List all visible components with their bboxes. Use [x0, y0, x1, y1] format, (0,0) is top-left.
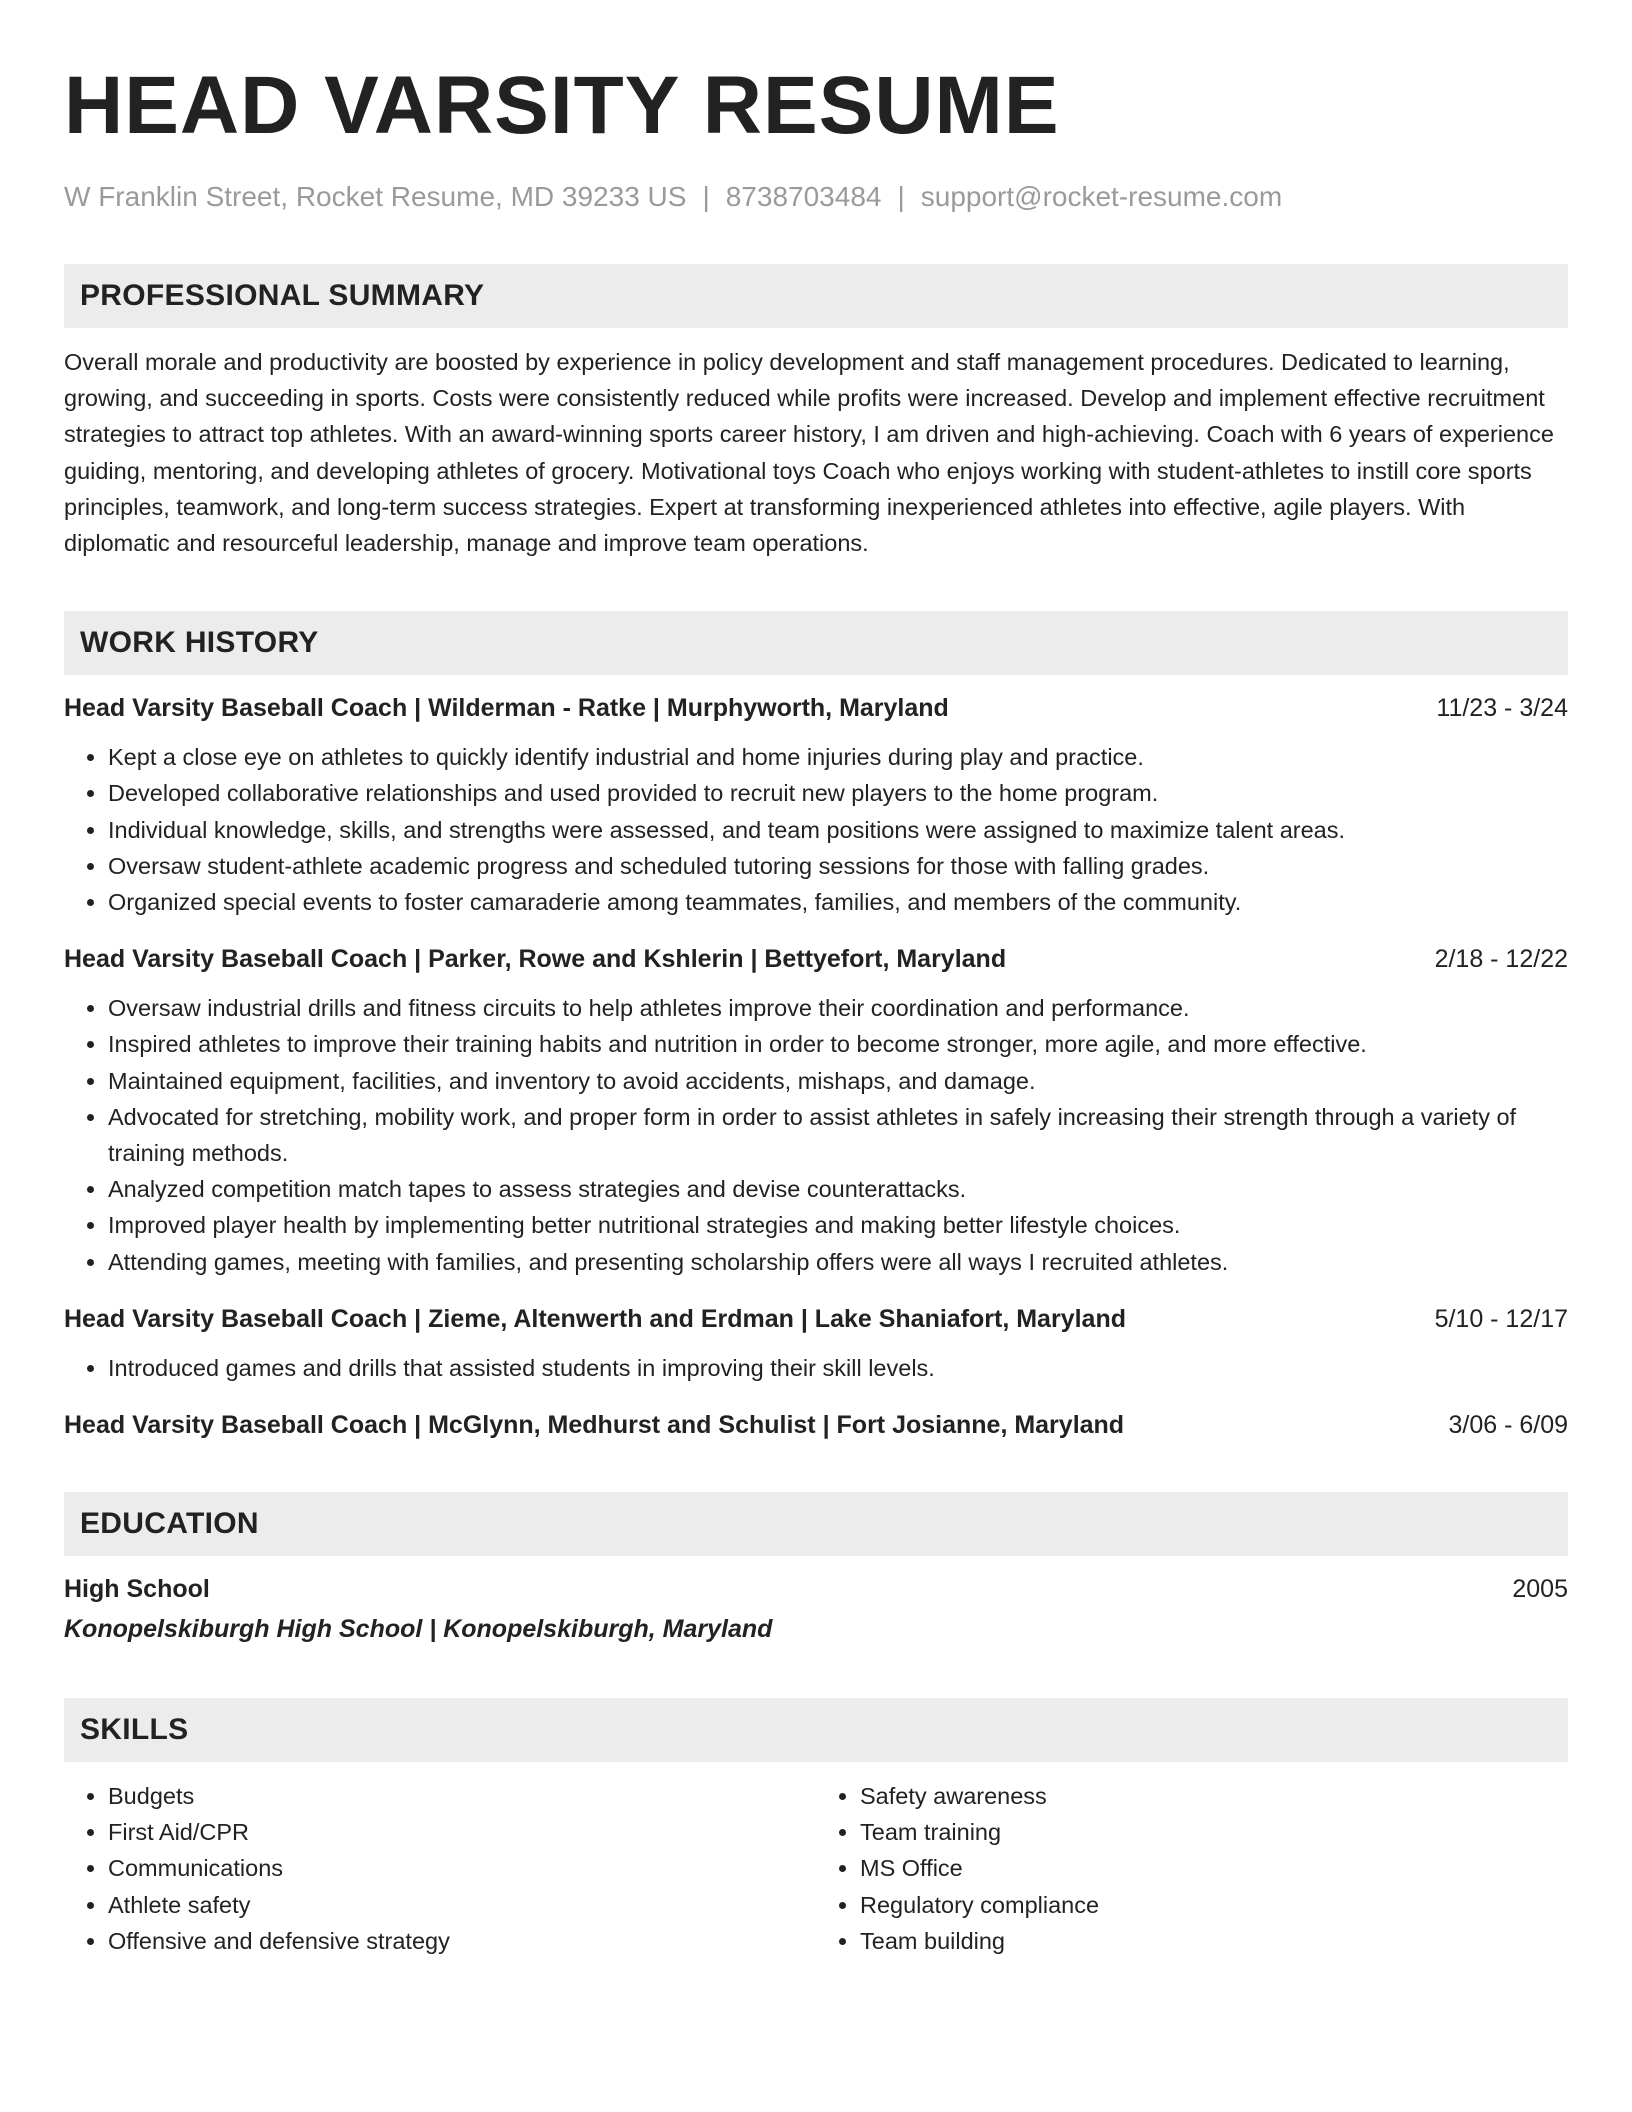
job-header [64, 1302, 1568, 1336]
skills-grid [64, 1778, 1568, 1959]
skills-column-left [64, 1778, 816, 1959]
job-bullet: • Improved player health by implementing better nutritional strategies and making better lifestyle choices. [108, 1207, 1568, 1243]
education-header [64, 1572, 1568, 1606]
skill-item: • MS Office [860, 1850, 1568, 1886]
skill-item: • Athlete safety [108, 1887, 816, 1923]
skills-list [816, 1778, 1568, 1959]
job-entry [64, 691, 1568, 920]
job-dates: 3/06 - 6/09 [1448, 1411, 1568, 1440]
job-dates: 11/23 - 3/24 [1436, 694, 1568, 723]
job-header [64, 942, 1568, 976]
skills-column-right [816, 1778, 1568, 1959]
skills-list [64, 1778, 816, 1959]
skill-item: • Communications [108, 1850, 816, 1886]
job-bullet: • Maintained equipment, facilities, and inventory to avoid accidents, mishaps, and damage. [108, 1063, 1568, 1099]
job-bullets [64, 1350, 1568, 1386]
job-bullet: • Attending games, meeting with families, and presenting scholarship offers were all ways I recruited athletes. [108, 1244, 1568, 1280]
job-bullet: • Individual knowledge, skills, and strengths were assessed, and team positions were assigned to maximize talent areas. [108, 812, 1568, 848]
contact-address: W Franklin Street, Rocket Resume, MD 39233 US [64, 181, 687, 212]
skill-item: • Regulatory compliance [860, 1887, 1568, 1923]
contact-separator: | [897, 181, 905, 212]
contact-phone: 8738703484 [725, 181, 882, 212]
job-header [64, 1408, 1568, 1442]
job-header [64, 691, 1568, 725]
job-bullets [64, 739, 1568, 920]
job-bullet: • Advocated for stretching, mobility work, and proper form in order to assist athletes in safely increasing their strength through a variety of training methods. [108, 1099, 1568, 1171]
resume-title: HEAD VARSITY RESUME [64, 60, 1060, 151]
skill-item: • First Aid/CPR [108, 1814, 816, 1850]
job-bullet: • Oversaw student-athlete academic progress and scheduled tutoring sessions for those with falling grades. [108, 848, 1568, 884]
job-title: Head Varsity Baseball Coach | Parker, Rowe and Kshlerin | Bettyefort, Maryland [64, 945, 1007, 974]
skill-item: • Team building [860, 1923, 1568, 1959]
skill-item: • Budgets [108, 1778, 816, 1814]
work-history-heading: WORK HISTORY [64, 611, 1568, 675]
skills-heading: SKILLS [64, 1698, 1568, 1762]
job-title: Head Varsity Baseball Coach | Wilderman - Ratke | Murphyworth, Maryland [64, 694, 949, 723]
job-dates: 2/18 - 12/22 [1434, 945, 1568, 974]
job-bullet: • Inspired athletes to improve their training habits and nutrition in order to become stronger, more agile, and more effective. [108, 1026, 1568, 1062]
education-year: 2005 [1512, 1575, 1568, 1604]
contact-separator: | [702, 181, 710, 212]
job-bullet: • Oversaw industrial drills and fitness circuits to help athletes improve their coordination and performance. [108, 990, 1568, 1026]
job-entry [64, 1408, 1568, 1442]
job-dates: 5/10 - 12/17 [1434, 1304, 1568, 1333]
job-title: Head Varsity Baseball Coach | Zieme, Altenwerth and Erdman | Lake Shaniafort, Maryland [64, 1304, 1126, 1333]
skill-item: • Offensive and defensive strategy [108, 1923, 816, 1959]
job-entry [64, 942, 1568, 1280]
contact-email: support@rocket-resume.com [920, 181, 1283, 212]
job-bullets [64, 990, 1568, 1280]
job-bullet: • Developed collaborative relationships and used provided to recruit new players to the home program. [108, 775, 1568, 811]
education-heading: EDUCATION [64, 1492, 1568, 1556]
skill-item: • Safety awareness [860, 1778, 1568, 1814]
summary-text: Overall morale and productivity are boosted by experience in policy development and staff management procedures. Dedicated to learning, growing, and succeeding in sports. Costs were consistently reduced while profits were increased. Develop and implement effective recruitment strategies to attract top athletes. With an award-winning sports career history, I am driven and high-achieving. Coach with 6 years of experience guiding, mentoring, and developing athletes of grocery. Motivational toys Coach who enjoys working with student-athletes to instill core sports principles, teamwork, and long-term success strategies. Expert at transforming inexperienced athletes into effective, agile players. With diplomatic and resourceful leadership, manage and improve team operations. [64, 349, 1554, 557]
summary-heading: PROFESSIONAL SUMMARY [64, 264, 1568, 328]
job-bullet: • Introduced games and drills that assisted students in improving their skill levels. [108, 1350, 1568, 1386]
job-entry [64, 1302, 1568, 1386]
job-title: Head Varsity Baseball Coach | McGlynn, Medhurst and Schulist | Fort Josianne, Maryland [64, 1411, 1125, 1440]
skill-item: • Team training [860, 1814, 1568, 1850]
job-bullet: • Kept a close eye on athletes to quickly identify industrial and home injuries during play and practice. [108, 739, 1568, 775]
contact-line [64, 180, 1568, 214]
job-bullet: • Organized special events to foster camaraderie among teammates, families, and members of the community. [108, 884, 1568, 920]
education-school: Konopelskiburgh High School | Konopelskiburgh, Maryland [64, 1615, 773, 1644]
education-entry [64, 1572, 1568, 1648]
education-degree: High School [64, 1575, 210, 1604]
job-bullet: • Analyzed competition match tapes to assess strategies and devise counterattacks. [108, 1171, 1568, 1207]
